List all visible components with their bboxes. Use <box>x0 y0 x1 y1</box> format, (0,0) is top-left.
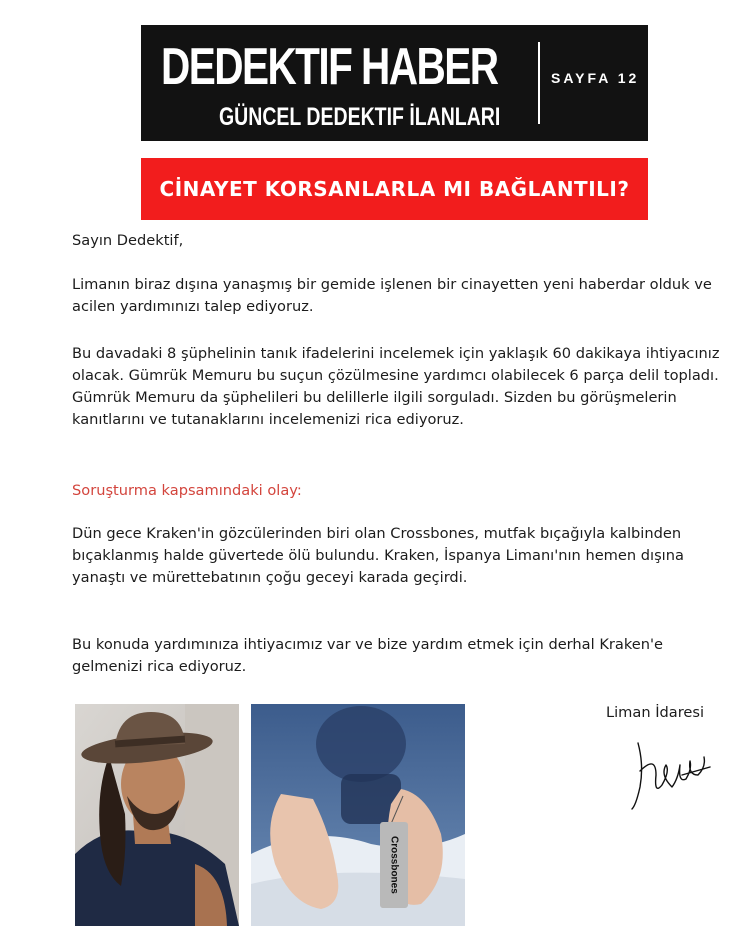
signatory-name: Liman İdaresi <box>606 704 705 721</box>
letter-paragraph-2: Bu davadaki 8 şüphelinin tanık ifadelerini incelemek için yaklaşık 60 dakikaya ihtiyacınız olacak. Gümrük Memuru bu suçun çözülmesine yardımcı olabilecek 6 parça delil topladı. Gümrük Memuru da şüphelileri bu delillerle ilgili sorguladı. Sizden bu görüşmelerin kanıtlarını ve tutanaklarını incelemenizi rica ediyoruz. <box>72 345 720 428</box>
toe-tag-image <box>251 704 465 926</box>
suspect-photo <box>75 704 239 926</box>
toe-tag <box>380 822 408 908</box>
toe-tag-label: Crossbones <box>388 836 400 894</box>
letter-paragraph-4: Bu konuda yardımınıza ihtiyacımız var ve bize yardım etmek için derhal Kraken'e gelmenizi rica ediyoruz. <box>72 636 663 675</box>
masthead-divider <box>538 42 540 124</box>
letter-paragraph-3: Dün gece Kraken'in gözcülerinden biri olan Crossbones, mutfak bıçağıyla kalbinden bıçaklanmış halde güvertede ölü bulundu. Kraken, İspanya Limanı'nın hemen dışına yanaştı ve mürettebatının çoğu geceyi karada geçirdi. <box>72 525 684 586</box>
victim-photo <box>251 704 465 926</box>
letter-paragraph-1: Limanın biraz dışına yanaşmış bir gemide işlenen bir cinayetten yeni haberdar olduk ve acilen yardımınızı talep ediyoruz. <box>72 276 712 315</box>
masthead <box>141 25 648 141</box>
signature-scribble <box>626 735 716 815</box>
section-heading: Soruşturma kapsamındaki olay: <box>72 482 302 499</box>
headline-banner <box>141 158 648 220</box>
headline-text: CİNAYET KORSANLARLA MI BAĞLANTILI? <box>159 177 630 201</box>
handwritten-signature <box>626 735 716 819</box>
masthead-subtitle: GÜNCEL DEDEKTIF İLANLARI <box>219 103 501 131</box>
masthead-title: DEDEKTIF HABER <box>161 38 498 96</box>
page-number: SAYFA 12 <box>551 70 640 86</box>
letter-greeting: Sayın Dedektif, <box>72 232 184 249</box>
man-with-hat-image <box>75 704 239 926</box>
